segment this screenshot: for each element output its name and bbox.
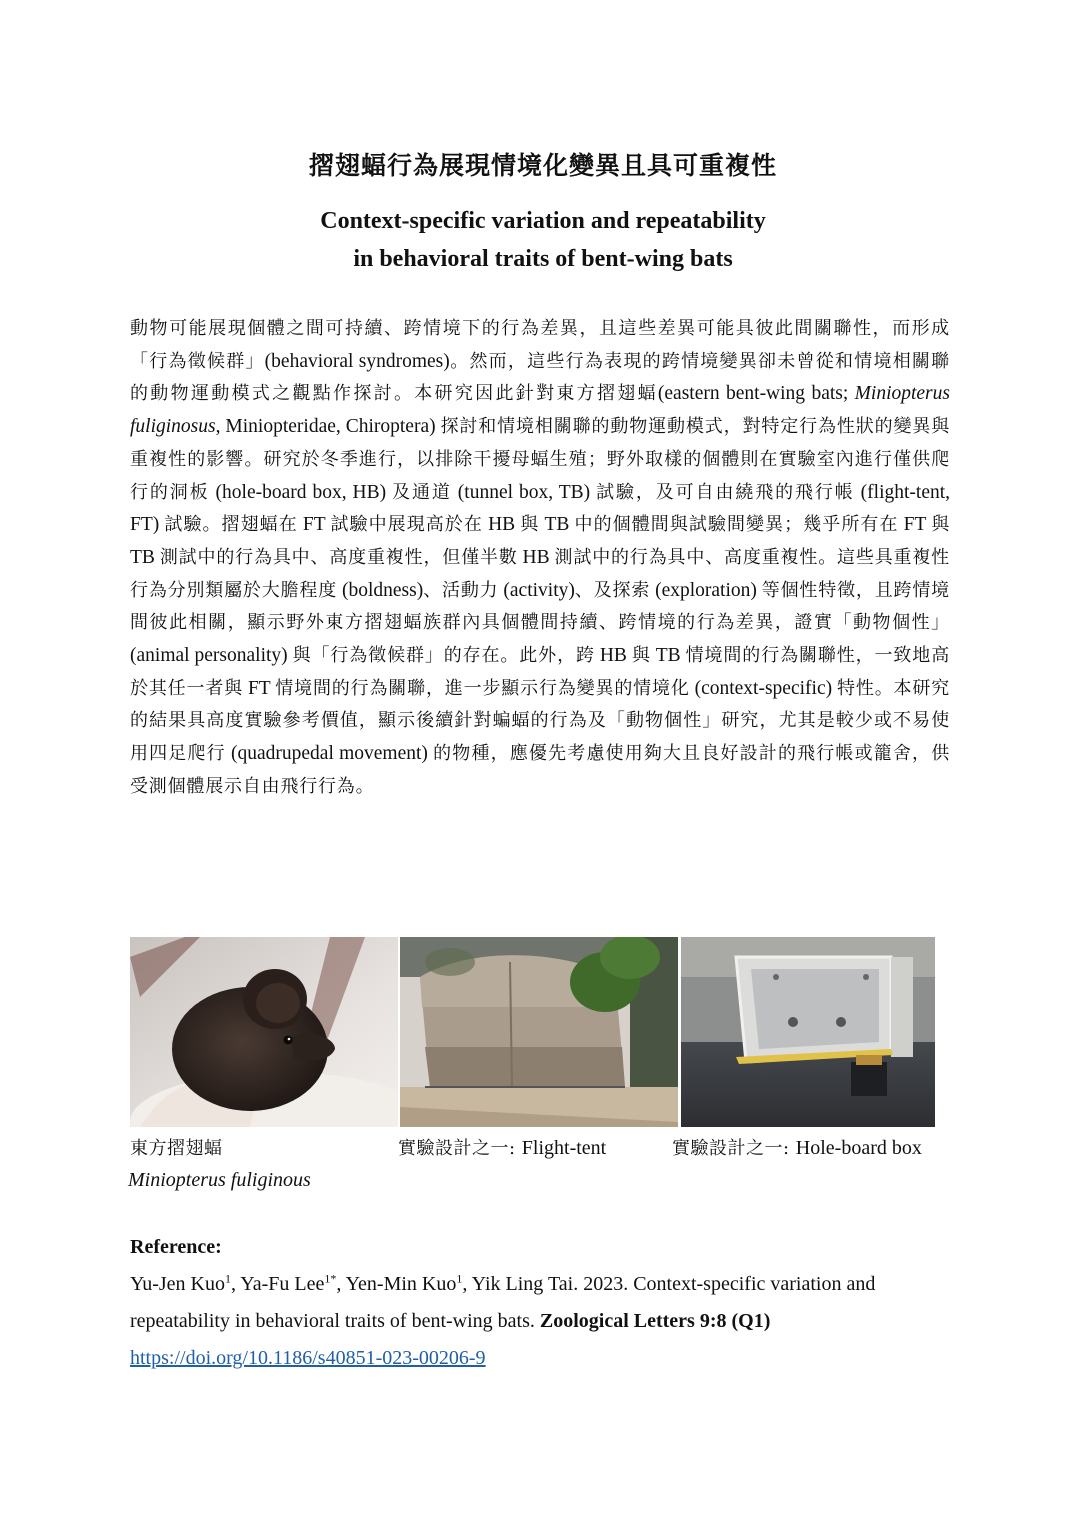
flight-tent-photo [400, 937, 678, 1127]
caption-bat-latin: Miniopterus fuliginous [128, 1169, 311, 1191]
doi-link[interactable]: https://doi.org/10.1186/s40851-023-00206-9 [130, 1347, 486, 1369]
caption-bat-chinese: 東方摺翅蝠 [130, 1138, 223, 1159]
title-english-line-2: in behavioral traits of bent-wing bats [353, 246, 733, 272]
hole-board-box-photo [681, 937, 935, 1127]
title-chinese: 摺翅蝠行為展現情境化變異且具可重複性 [308, 151, 777, 180]
abstract-paragraph: 動物可能展現個體之間可持續、跨情境下的行為差異，且這些差異可能具彼此間關聯性，而形成「行為徵候群」(behavioral syndromes)。然而，這些行為表現的跨情境變異卻未曾從和情境相關聯的動物運動模式之觀點作探討。本研究因此針對東方摺翅蝠(eastern bent-wing bats; Miniopterus fuliginosus, Miniopteridae, Chiroptera) 探討和情境相關聯的動物運動模式，對特定行為性狀的變異與重複性的影響。研究於冬季進行，以排除干擾母蝠生殖；野外取樣的個體則在實驗室內進行僅供爬行的洞板 (hole-board box, HB) 及通道 (tunnel box, TB) 試驗，及可自由繞飛的飛行帳 (flight-tent, FT) 試驗。摺翅蝠在 FT 試驗中展現高於在 HB 與 TB 中的個體間與試驗間變異；幾乎所有在 FT 與 TB 測試中的行為具中、高度重複性，但僅半數 HB 測試中的行為具中、高度重複性。這些具重複性行為分別類屬於大膽程度 (boldness)、活動力 (activity)、及探索 (exploration) 等個性特徵，且跨情境間彼此相關，顯示野外東方摺翅蝠族群內具個體間持續、跨情境的行為差異，證實「動物個性」(animal personality) 與「行為徵候群」的存在。此外，跨 HB 與 TB 情境間的行為關聯性，一致地高於其任一者與 FT 情境間的行為關聯，進一步顯示行為變異的情境化 (context-specific) 特性。本研究的結果具高度實驗參考價值，顯示後續針對蝙蝠的行為及「動物個性」研究，尤其是較少或不易使用四足爬行 (quadrupedal movement) 的物種，應優先考慮使用夠大且良好設計的飛行帳或籠舍，供受測個體展示自由飛行行為。 [130, 318, 951, 797]
title-english-line-1: Context-specific variation and repeatability [320, 208, 766, 234]
reference-citation: Yu-Jen Kuo$^1$, Ya-Fu Lee$^{1*}$, Yen-Min Kuo$^1$, Yik Ling Tai. 2023. Context-specific variation and repeatability in behavioral traits of bent-wing bats. Zoological Letters 9:8 (Q1) https://doi.org/10.1186/s40851-023-00206-9 [130, 1271, 876, 1369]
caption-hole-board-box: 實驗設計之一: Hole-board box [672, 1137, 922, 1159]
title-english [0, 202, 1086, 278]
journal-name: Zoological Letters 9:8 (Q1) [539, 1310, 771, 1332]
bat-photo [130, 937, 398, 1127]
reference-heading: Reference: [130, 1236, 222, 1258]
caption-flight-tent: 實驗設計之一: Flight-tent [398, 1137, 607, 1159]
